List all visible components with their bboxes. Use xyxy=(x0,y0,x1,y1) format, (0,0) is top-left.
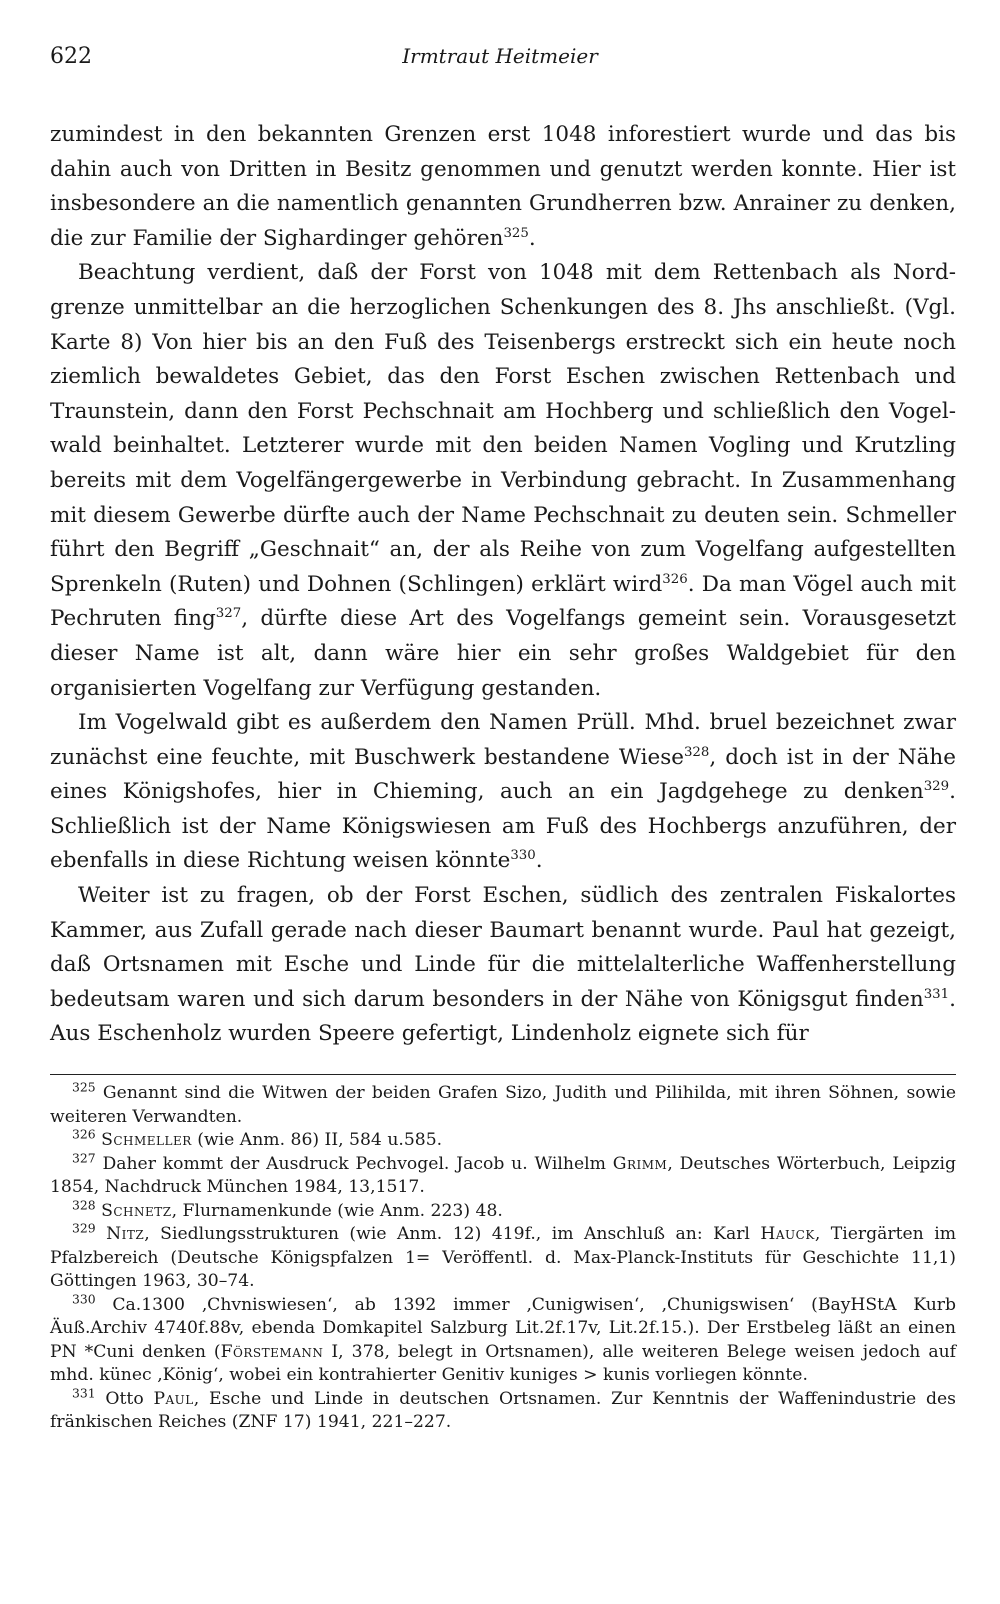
footnote xyxy=(50,1129,956,1153)
text-run: . Aus Eschenholz wurden Speere gefertigt, Lindenholz eignete sich für xyxy=(50,986,956,1047)
note-marker: 328 xyxy=(683,744,710,760)
text-run: Genannt sind die Witwen der beiden Grafen Sizo, Judith und Pilihilda, mit ihren Söhnen, sowie weiteren Verwandten. xyxy=(50,1083,956,1127)
body-text xyxy=(50,118,956,1052)
text-run: Paul xyxy=(153,1388,194,1409)
text-run: Hauck xyxy=(760,1224,815,1244)
footnote xyxy=(50,1385,956,1435)
text-run: Grimm xyxy=(612,1153,668,1174)
text-run: Schmeller xyxy=(101,1130,192,1150)
note-marker: 325 xyxy=(503,225,529,241)
text-run: , Deutsches Wörterbuch, Leipzig 1854, Nachdruck München 1984, 13,1517. xyxy=(50,1153,956,1197)
text-run: Ca.1300 ‚Chvniswiesen‘, ab 1392 immer ‚Cunigwisen‘, ‚Chunigswisen‘ (BayHStA Kurb Äuß.Archiv 4740f.88v, ebenda Domkapitel Salzburg Lit.2f.17v, Lit.2f.15.). Der Erstbeleg läßt an einen PN *Cuni denken ( xyxy=(50,1294,956,1362)
note-marker: 326 xyxy=(72,1127,96,1142)
footnote xyxy=(50,1223,956,1294)
text-run xyxy=(96,1224,106,1244)
text-run: Daher kommt der Ausdruck Pechvogel. Jacob u. Wilhelm xyxy=(95,1153,613,1174)
text-run: . xyxy=(535,848,543,874)
text-run: Im Vogelwald gibt es außerdem den Namen Prüll. Mhd. bruel bezeichnet zwar zunächst eine feuchte, mit Buschwerk bestandene Wiese xyxy=(50,710,956,770)
text-run: , Flurnamenkunde (wie Anm. 223) 48. xyxy=(171,1200,503,1221)
note-marker: 330 xyxy=(72,1291,96,1306)
note-marker: 330 xyxy=(510,848,536,864)
note-marker: 329 xyxy=(923,779,950,795)
note-marker: 327 xyxy=(72,1150,96,1165)
text-run: I, 378, belegt in Ortsnamen), alle weiteren Belege weisen jedoch auf mhd. künec ‚König‘, wobei ein kontrahierter Genitiv kuniges > kunis vorliegen könnte. xyxy=(50,1341,957,1385)
text-run: , dürfte diese Art des Vogelfangs gemeint sein. Vorausgesetzt dieser Name ist alt, dann wäre hier ein sehr großes Waldgebiet für den organisierten Vogelfang zur Verfügung gestanden. xyxy=(50,606,956,701)
note-marker: 329 xyxy=(72,1221,96,1236)
footnote xyxy=(50,1197,956,1224)
text-run: (wie Anm. 86) II, 584 u.585. xyxy=(191,1130,443,1150)
paragraph xyxy=(50,879,956,1052)
running-head: Irmtraut Heitmeier xyxy=(402,44,598,68)
footnotes xyxy=(50,1082,956,1435)
text-run: . Da man Vögel auch mit Pechruten fing xyxy=(50,571,957,632)
note-marker: 328 xyxy=(72,1197,96,1212)
text-run: zumindest in den bekannten Grenzen erst 1048 inforestiert wurde und das bis dahin auch von Dritten in Besitz genommen und genutzt werden konnte. Hier ist insbesondere an die namentlich genannten Grundherren bzw. Anrainer zu denken, die zur Familie der Sighardinger gehören xyxy=(50,122,956,251)
text-run: , Siedlungsstrukturen (wie Anm. 12) 419f., im Anschluß an: Karl xyxy=(144,1224,761,1244)
text-run: . xyxy=(528,225,536,251)
note-marker: 327 xyxy=(215,606,242,622)
text-run: Otto xyxy=(95,1388,154,1409)
text-run: , Tiergärten im Pfalzbereich (Deutsche Königspfalzen 1= Veröffentl. d. Max-Planck-Instituts für Geschichte 11,1) Göttingen 1963, 30–74. xyxy=(50,1224,956,1291)
note-marker: 326 xyxy=(662,571,688,587)
text-run: , doch ist in der Nähe eines Königshofes, hier in Chieming, auch an ein Jagdgehege zu denken xyxy=(50,744,956,805)
footnote xyxy=(50,1082,956,1129)
text-run: Schnetz xyxy=(101,1200,172,1221)
note-marker: 331 xyxy=(72,1385,96,1400)
text-run: , Esche und Linde in deutschen Ortsnamen. Zur Kenntnis der Waffenindustrie des fränkischen Reiches (ZNF 17) 1941, 221–227. xyxy=(50,1388,956,1432)
page-number: 622 xyxy=(50,44,92,69)
paragraph xyxy=(50,706,956,879)
text-run: Förstemann xyxy=(220,1341,324,1362)
paragraph xyxy=(50,118,956,256)
note-marker: 331 xyxy=(923,986,950,1002)
paragraph xyxy=(50,256,956,706)
note-marker: 325 xyxy=(72,1080,96,1095)
text-run: Nitz xyxy=(106,1224,145,1244)
footnote xyxy=(50,1291,957,1388)
footnote-divider xyxy=(50,1074,956,1075)
text-run: Weiter ist zu fragen, ob der Forst Eschen, südlich des zentralen Fiskalortes Kammer, aus Zufall gerade nach dieser Baumart benannt wurde. Paul hat gezeigt, daß Ortsnamen mit Esche und Linde für die mittelalterliche Waffenherstellung bedeutsam waren und sich darum besonders in der Nähe von Königsgut finden xyxy=(50,883,956,1012)
footnote xyxy=(50,1150,956,1200)
text-run: Beachtung verdient, daß der Forst von 1048 mit dem Rettenbach als Nordgrenze unmittelbar an die herzoglichen Schenkungen des 8. Jhs anschließt. (Vgl. Karte 8) Von hier bis an den Fuß des Teisenbergs erstreckt sich ein heute noch ziemlich bewaldetes Gebiet, das den Forst Eschen zwischen Rettenbach und Traunstein, dann den Forst Pechschnait am Hochberg und schließlich den Vogelwald beinhaltet. Letzterer wurde mit den beiden Namen Vogling und Krutzling bereits mit dem Vogelfängergewerbe in Verbindung gebracht. In Zusammenhang mit diesem Gewerbe dürfte auch der Name Pechschnait zu deuten sein. Schmeller führt den Begriff „Geschnait“ an, der als Reihe von zum Vogelfang aufgestellten Sprenkeln (Ruten) und Dohnen (Schlingen) erklärt wird xyxy=(50,260,956,597)
text-run: . Schließlich ist der Name Königswiesen am Fuß des Hochbergs anzuführen, der ebenfalls in diese Richtung weisen könnte xyxy=(50,779,956,874)
